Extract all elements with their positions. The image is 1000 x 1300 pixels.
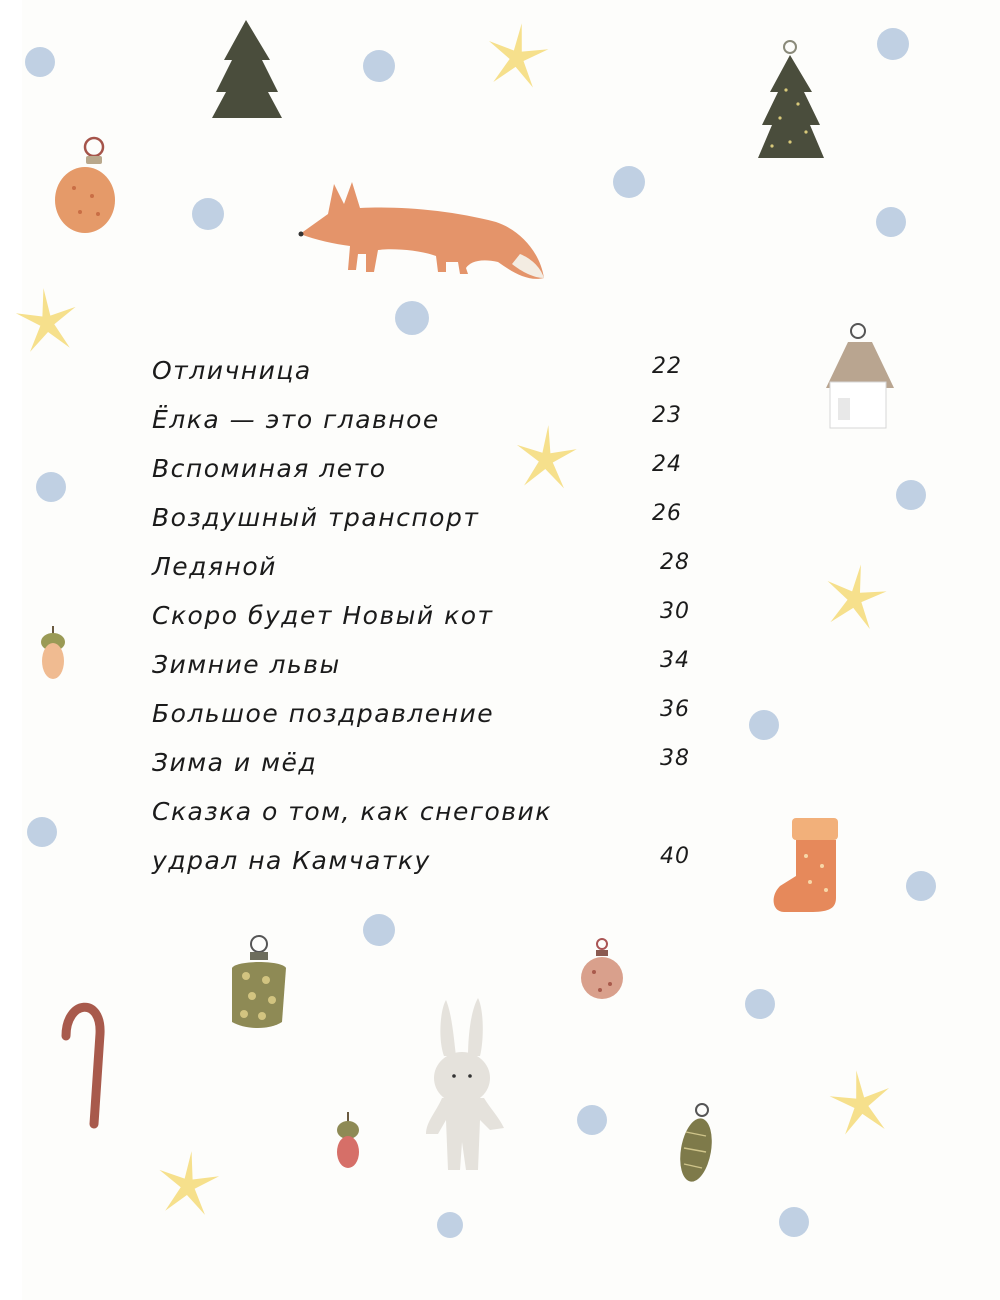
snow-dot-icon bbox=[779, 1207, 809, 1237]
toc-entry-title: Отличница bbox=[152, 356, 312, 385]
toc-entry-title: Ледяной bbox=[152, 552, 277, 581]
toc-entry-page: 38 bbox=[660, 746, 690, 771]
snow-dot-icon bbox=[437, 1212, 463, 1238]
toc-entry[interactable] bbox=[152, 546, 712, 595]
toc-entry[interactable] bbox=[152, 350, 712, 399]
snow-dot-icon bbox=[25, 47, 55, 77]
house-ornament-icon bbox=[826, 324, 894, 428]
toc-entry-page: 26 bbox=[652, 501, 682, 526]
stocking-icon bbox=[774, 818, 838, 912]
toc-entry[interactable] bbox=[152, 791, 712, 840]
toc-entry-page: 28 bbox=[660, 550, 690, 575]
snow-dot-icon bbox=[395, 301, 429, 335]
snow-dot-icon bbox=[877, 28, 909, 60]
toc-entry-page: 30 bbox=[660, 599, 690, 624]
snow-dot-icon bbox=[577, 1105, 607, 1135]
acorn-icon bbox=[337, 1112, 359, 1168]
toc-entry-page: 22 bbox=[652, 354, 682, 379]
toc-entry[interactable] bbox=[152, 644, 712, 693]
toc-entry-page: 24 bbox=[652, 452, 682, 477]
ornament-icon bbox=[55, 138, 115, 233]
bunny-icon bbox=[426, 998, 504, 1170]
toc-entry-title: Вспоминая лето bbox=[152, 454, 387, 483]
toc-entry-title: Большое поздравление bbox=[152, 699, 495, 728]
snow-dot-icon bbox=[876, 207, 906, 237]
candy-cane-icon bbox=[66, 1007, 100, 1124]
toc-entry-page: 40 bbox=[660, 844, 690, 869]
snow-dot-icon bbox=[906, 871, 936, 901]
fox-icon bbox=[299, 182, 545, 279]
toc-entry[interactable] bbox=[152, 595, 712, 644]
snow-dot-icon bbox=[363, 914, 395, 946]
pinecone-icon bbox=[676, 1104, 717, 1184]
toc-entry[interactable] bbox=[152, 497, 712, 546]
toc-entry[interactable] bbox=[152, 693, 712, 742]
snow-dot-icon bbox=[896, 480, 926, 510]
snow-dot-icon bbox=[745, 989, 775, 1019]
star-icon bbox=[155, 1148, 221, 1216]
snow-dot-icon bbox=[27, 817, 57, 847]
snow-dot-icon bbox=[613, 166, 645, 198]
star-icon bbox=[827, 1066, 895, 1136]
star-icon bbox=[821, 559, 891, 630]
star-icon bbox=[483, 19, 551, 89]
toc-entry-title: Зима и мёд bbox=[152, 748, 318, 777]
toc-entry-title: Воздушный транспорт bbox=[152, 503, 480, 532]
toc-entry-title: Зимние львы bbox=[152, 650, 341, 679]
tree-icon bbox=[212, 20, 282, 118]
snow-dot-icon bbox=[36, 472, 66, 502]
toc-entry-page: 23 bbox=[652, 403, 682, 428]
toc-entry-page: 34 bbox=[660, 648, 690, 673]
toc-entry-title: Скоро будет Новый кот bbox=[152, 601, 494, 630]
toc-entry[interactable] bbox=[152, 399, 712, 448]
table-of-contents bbox=[152, 350, 712, 889]
toc-entry[interactable] bbox=[152, 448, 712, 497]
toc-entry-title: Ёлка — это главное bbox=[152, 405, 440, 434]
toc-entry-page: 36 bbox=[660, 697, 690, 722]
toc-entry-title: удрал на Камчатку bbox=[152, 846, 431, 875]
tree-icon bbox=[758, 41, 824, 158]
star-icon bbox=[14, 285, 80, 353]
snow-dot-icon bbox=[749, 710, 779, 740]
snow-dot-icon bbox=[363, 50, 395, 82]
snow-dot-icon bbox=[192, 198, 224, 230]
acorn-icon bbox=[41, 626, 65, 679]
ornament-icon bbox=[232, 936, 286, 1028]
toc-entry-title: Сказка о том, как снеговик bbox=[152, 797, 552, 826]
toc-entry[interactable] bbox=[152, 840, 712, 889]
ornament-icon bbox=[581, 939, 623, 999]
toc-entry[interactable] bbox=[152, 742, 712, 791]
